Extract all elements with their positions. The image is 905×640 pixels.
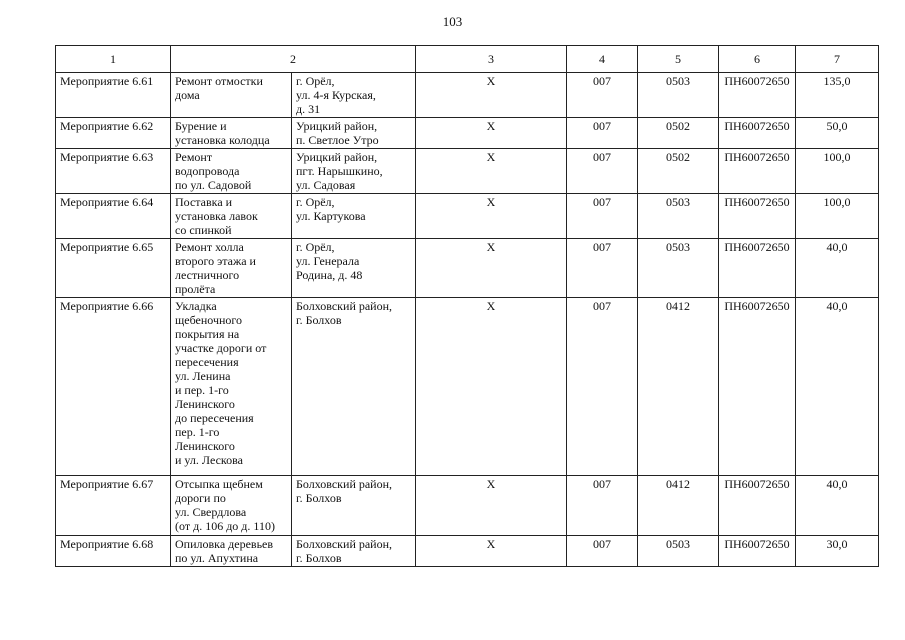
header-col-4: 4 xyxy=(567,46,638,73)
col6-value: ПН60072650 xyxy=(719,298,796,476)
header-row xyxy=(56,46,879,73)
activity-description: Ремонт холла второго этажа и лестничного пролёта xyxy=(171,239,292,298)
col3-value: Х xyxy=(416,118,567,149)
activity-number: Мероприятие 6.68 xyxy=(56,536,171,567)
col3-value: Х xyxy=(416,298,567,476)
activity-address: г. Орёл, ул. Генерала Родина, д. 48 xyxy=(292,239,416,298)
activity-description: Ремонт отмостки дома xyxy=(171,73,292,118)
activity-address: г. Орёл, ул. 4-я Курская, д. 31 xyxy=(292,73,416,118)
table-row xyxy=(56,536,879,567)
col6-value: ПН60072650 xyxy=(719,73,796,118)
col7-value: 100,0 xyxy=(796,149,879,194)
col5-value: 0502 xyxy=(638,118,719,149)
activity-address: г. Орёл, ул. Картукова xyxy=(292,194,416,239)
col6-value: ПН60072650 xyxy=(719,239,796,298)
col7-value: 40,0 xyxy=(796,476,879,536)
col4-value: 007 xyxy=(567,476,638,536)
col6-value: ПН60072650 xyxy=(719,194,796,239)
activity-description: Ремонт водопровода по ул. Садовой xyxy=(171,149,292,194)
col7-value: 135,0 xyxy=(796,73,879,118)
header-col-2: 2 xyxy=(171,46,416,73)
col6-value: ПН60072650 xyxy=(719,118,796,149)
table-row xyxy=(56,239,879,298)
header-col-1: 1 xyxy=(56,46,171,73)
col5-value: 0412 xyxy=(638,298,719,476)
activity-number: Мероприятие 6.66 xyxy=(56,298,171,476)
col5-value: 0503 xyxy=(638,73,719,118)
activity-description: Опиловка деревьев по ул. Апухтина xyxy=(171,536,292,567)
header-col-5: 5 xyxy=(638,46,719,73)
col4-value: 007 xyxy=(567,298,638,476)
col3-value: Х xyxy=(416,239,567,298)
table-row xyxy=(56,476,879,536)
col4-value: 007 xyxy=(567,536,638,567)
col3-value: Х xyxy=(416,149,567,194)
activity-number: Мероприятие 6.65 xyxy=(56,239,171,298)
table-row xyxy=(56,298,879,476)
header-col-6: 6 xyxy=(719,46,796,73)
col4-value: 007 xyxy=(567,194,638,239)
col5-value: 0502 xyxy=(638,149,719,194)
activity-number: Мероприятие 6.62 xyxy=(56,118,171,149)
col4-value: 007 xyxy=(567,73,638,118)
table-row xyxy=(56,73,879,118)
col6-value: ПН60072650 xyxy=(719,476,796,536)
col5-value: 0503 xyxy=(638,536,719,567)
col3-value: Х xyxy=(416,476,567,536)
col7-value: 40,0 xyxy=(796,239,879,298)
table-row xyxy=(56,194,879,239)
table-row xyxy=(56,118,879,149)
page-number: 103 xyxy=(442,14,463,29)
col5-value: 0412 xyxy=(638,476,719,536)
col7-value: 30,0 xyxy=(796,536,879,567)
activity-description: Поставка и установка лавок со спинкой xyxy=(171,194,292,239)
col7-value: 50,0 xyxy=(796,118,879,149)
col3-value: Х xyxy=(416,73,567,118)
activity-number: Мероприятие 6.63 xyxy=(56,149,171,194)
col7-value: 100,0 xyxy=(796,194,879,239)
col6-value: ПН60072650 xyxy=(719,149,796,194)
col5-value: 0503 xyxy=(638,239,719,298)
activity-address: Урицкий район, пгт. Нарышкино, ул. Садовая xyxy=(292,149,416,194)
col3-value: Х xyxy=(416,194,567,239)
activity-description: Отсыпка щебнем дороги по ул. Свердлова (от д. 106 до д. 110) xyxy=(171,476,292,536)
activity-number: Мероприятие 6.67 xyxy=(56,476,171,536)
activity-address: Урицкий район, п. Светлое Утро xyxy=(292,118,416,149)
col3-value: Х xyxy=(416,536,567,567)
activity-address: Болховский район, г. Болхов xyxy=(292,476,416,536)
activity-address: Болховский район, г. Болхов xyxy=(292,536,416,567)
table-row xyxy=(56,149,879,194)
activity-description: Бурение и установка колодца xyxy=(171,118,292,149)
col5-value: 0503 xyxy=(638,194,719,239)
col4-value: 007 xyxy=(567,149,638,194)
activity-number: Мероприятие 6.61 xyxy=(56,73,171,118)
header-col-7: 7 xyxy=(796,46,879,73)
activity-description: Укладка щебеночного покрытия на участке дороги от пересечения ул. Ленина и пер. 1-го Ленинского до пересечения пер. 1-го Ленинского и ул. Лескова xyxy=(171,298,292,476)
header-col-3: 3 xyxy=(416,46,567,73)
budget-table xyxy=(55,45,879,567)
activity-address: Болховский район, г. Болхов xyxy=(292,298,416,476)
activity-number: Мероприятие 6.64 xyxy=(56,194,171,239)
col7-value: 40,0 xyxy=(796,298,879,476)
col4-value: 007 xyxy=(567,118,638,149)
col6-value: ПН60072650 xyxy=(719,536,796,567)
col4-value: 007 xyxy=(567,239,638,298)
